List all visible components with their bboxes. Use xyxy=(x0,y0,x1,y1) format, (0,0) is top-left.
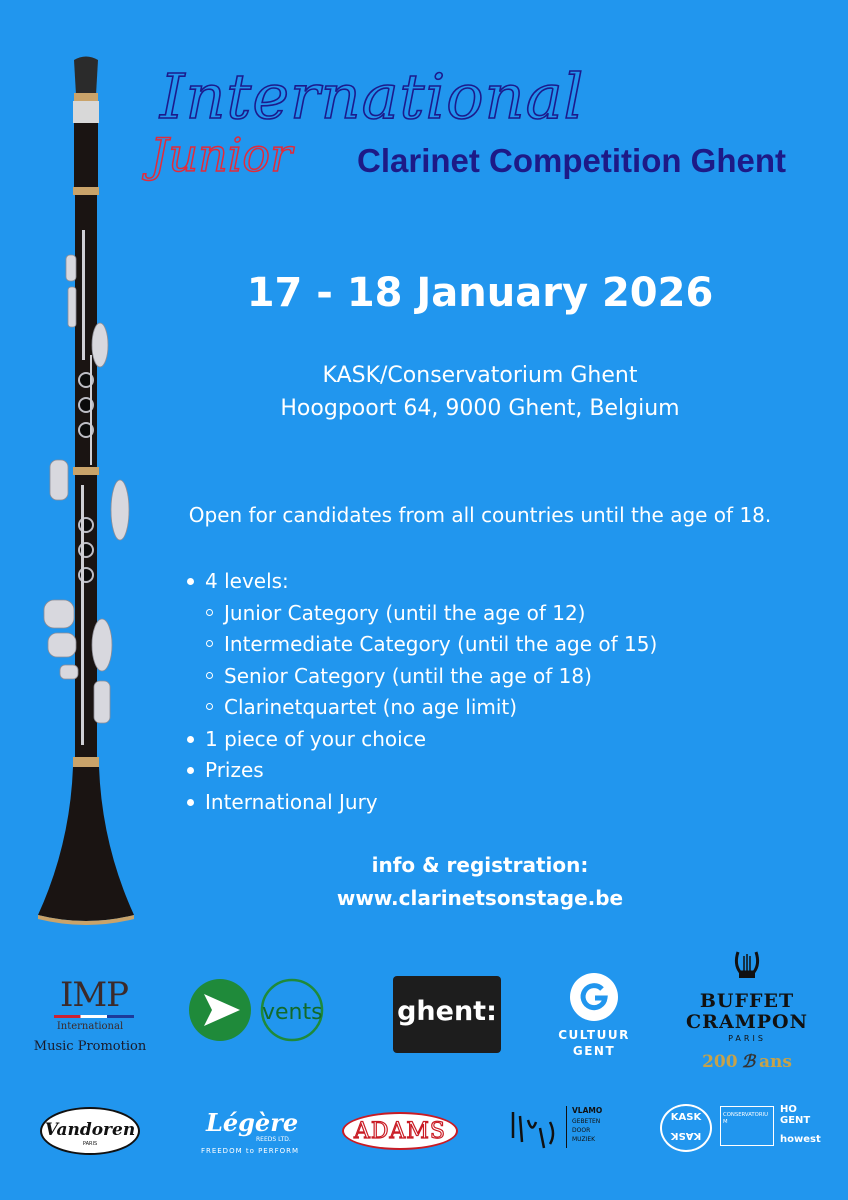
bullet-icon xyxy=(187,799,194,806)
venue-name: KASK/Conservatorium Ghent xyxy=(322,363,638,388)
bullet-icon xyxy=(187,767,194,774)
list-item: Junior Category (until the age of 12) xyxy=(185,598,657,630)
list-item: Intermediate Category (until the age of 15) xyxy=(185,629,657,661)
ghent-logo: ghent: xyxy=(393,976,501,1053)
events-logo: vents xyxy=(188,978,328,1042)
lyre-icon xyxy=(730,948,764,982)
info-label: info & registration: xyxy=(371,853,589,877)
list-item: 1 piece of your choice xyxy=(185,724,657,756)
bullet-icon xyxy=(187,578,194,585)
buffet-crampon-logo: BUFFET CRAMPON PARIS 200 ℬ ans xyxy=(684,948,810,1078)
list-item: 4 levels: xyxy=(185,566,657,598)
list-item: International Jury xyxy=(185,787,657,819)
levels-sublist xyxy=(185,598,657,724)
hogent-howest-logo: HO GENT howest xyxy=(780,1104,821,1145)
list-item: Senior Category (until the age of 18) xyxy=(185,661,657,693)
details-list xyxy=(185,566,657,818)
cultuur-gent-logo: CULTUUR GENT xyxy=(553,972,635,1062)
circle-bullet-icon xyxy=(206,703,213,710)
event-date: 17 - 18 January 2026 xyxy=(246,270,714,316)
circle-bullet-icon xyxy=(206,672,213,679)
clarinet-image xyxy=(30,55,140,935)
conservatorium-logo: CONSERVATORIUM xyxy=(720,1106,774,1146)
circle-bullet-icon xyxy=(206,640,213,647)
vlamo-logo: VLAMO GEBETEN DOOR MUZIEK xyxy=(510,1106,620,1154)
title-clarinet-competition: Clarinet Competition Ghent xyxy=(357,142,786,179)
registration-link[interactable]: www.clarinetsonstage.be xyxy=(336,886,624,910)
vandoren-logo: Vandoren PARIS xyxy=(40,1107,140,1155)
legere-logo: Légère REEDS LTD. FREEDOM to PERFORM xyxy=(200,1108,300,1155)
title-junior: Junior xyxy=(150,128,293,182)
list-item: Prizes xyxy=(185,755,657,787)
kask-logo: KASK KASK xyxy=(660,1104,712,1152)
list-item: Clarinetquartet (no age limit) xyxy=(185,692,657,724)
venue-address: Hoogpoort 64, 9000 Ghent, Belgium xyxy=(280,396,680,421)
imp-logo: IMP International Music Promotion xyxy=(33,975,147,1054)
title-international: International xyxy=(160,60,585,133)
eligibility-text: Open for candidates from all countries until the age of 18. xyxy=(188,503,772,527)
bullet-icon xyxy=(187,736,194,743)
adams-logo: ADAMS xyxy=(342,1112,458,1150)
circle-bullet-icon xyxy=(206,609,213,616)
